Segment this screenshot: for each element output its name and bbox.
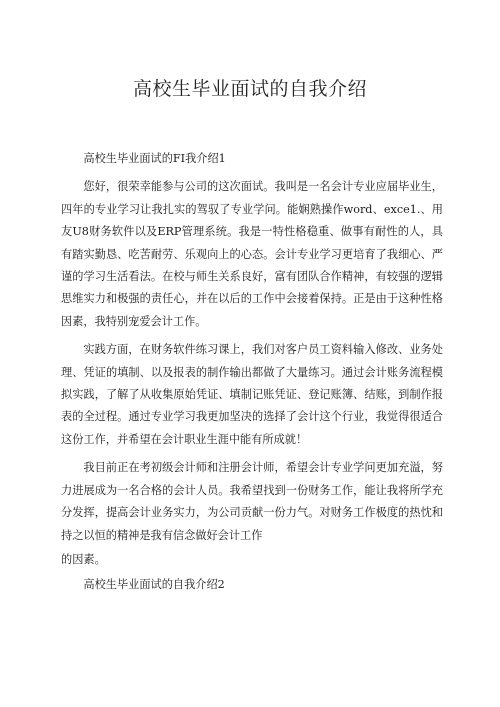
- section-heading-2: 高校生毕业面试的自我介绍2: [83, 577, 225, 591]
- section-heading-1: 高校生毕业面试的FI我介绍1: [83, 152, 226, 165]
- paragraph-continuation: 的因素。: [61, 552, 106, 566]
- paragraph-practice: 实践方面，在财务软件练习课上，我们对客户员工资料输入修改、业务处理、凭证的填制、以及报表的制作输出都做了大量练习。通过会计账务流程模拟实践，了解了从收集原始凭证、填制记账凭证、登记账簿、结账，到制作报表的全过程。通过专业学习我更加坚决的选择了会计这个行业，我觉得很适合这份工作，并希望在会计职业生涯中能有所成就！: [61, 343, 443, 446]
- paragraph-goals: 我目前正在考初级会计师和注册会计师，希望会计专业学问更加充溢，努力进展成为一名合格的会计人员。我希望找到一份财务工作，能让我将所学充分发挥，提高会计业务实力，为公司贡献一份力气。对财务工作极度的热忱和持之以恒的精神是我有信念做好会计工作: [61, 461, 443, 542]
- document-body: [61, 148, 443, 602]
- document-title: 高校生毕业面试的自我介绍: [132, 78, 367, 100]
- paragraph-intro: 您好，很荣幸能参与公司的这次面试。我叫是一名会计专业应届毕业生，四年的专业学习让我扎实的驾驭了专业学问。能娴熟操作word、exce1.、用友U8财务软件以及ERP管理系统。我是一特性格稳重、做事有耐性的人，具有踏实勤恳、吃苦耐劳、乐观向上的心态。会计专业学习更培育了我细心、严谨的学习生活看法。在校与师生关系良好，富有团队合作精神，有较强的逻辑思维实力和极强的责任心，并在以后的工作中会接着保持。正是由于这种性格因素，我特别宠爱会计工作。: [61, 180, 443, 328]
